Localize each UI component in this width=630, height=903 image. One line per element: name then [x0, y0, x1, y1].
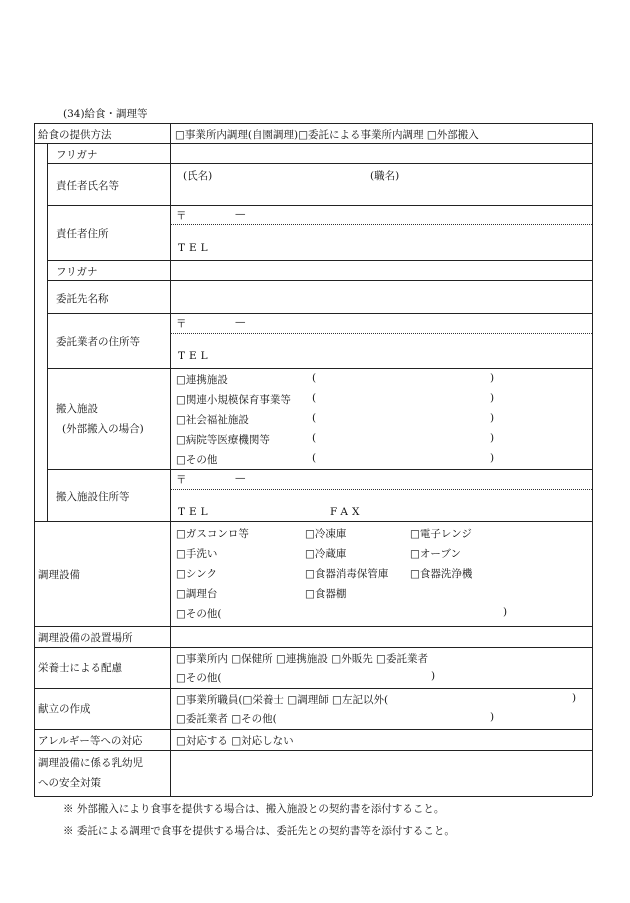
delivery-option-close-paren: ) [490, 412, 495, 424]
equipment-option[interactable]: □食器消毒保管庫 [305, 568, 389, 580]
manager-name-label: 責任者氏名等 [56, 180, 119, 192]
equipment-option[interactable]: □冷凍庫 [305, 528, 347, 540]
delivery-postal-mark: 〒 [176, 474, 187, 486]
equipment-option[interactable]: □電子レンジ [410, 528, 472, 540]
equipment-option[interactable]: □冷蔵庫 [305, 548, 347, 560]
contractor-furigana-field[interactable] [172, 262, 590, 278]
nutritionist-options[interactable]: □事業所内 □保健所 □連携施設 □外販先 □委託業者 [176, 653, 428, 665]
nutritionist-other-close-paren: ) [431, 670, 436, 682]
contractor-postal-mark: 〒 [176, 318, 187, 330]
equipment-option[interactable]: □調理台 [176, 588, 218, 600]
contractor-furigana-label: フリガナ [56, 266, 98, 278]
contractor-address-label: 委託業者の住所等 [56, 336, 140, 348]
allergy-label: アレルギー等への対応 [38, 735, 143, 747]
section-title: (34)給食・調理等 [63, 108, 148, 120]
safety-label: 調理設備に係る乳幼児 [38, 757, 143, 769]
equipment-option[interactable]: □シンク [176, 568, 217, 580]
delivery-tel-label: TEL [178, 506, 212, 518]
manager-title-caption: (職名) [370, 170, 400, 182]
manager-furigana-label: フリガナ [56, 149, 98, 161]
contractor-name-label: 委託先名称 [56, 293, 109, 305]
delivery-option[interactable]: □社会福祉施設 [176, 414, 249, 426]
manager-postal-dash: — [235, 208, 246, 220]
manager-furigana-field[interactable] [172, 145, 590, 161]
delivery-postal-dash: — [235, 472, 246, 484]
delivery-option-close-paren: ) [490, 372, 495, 384]
contractor-postal-dash: — [235, 316, 246, 328]
equipment-option[interactable]: □手洗い [176, 548, 218, 560]
delivery-fax-label: FAX [330, 506, 364, 518]
menu-line2-close-paren: ) [490, 711, 495, 723]
nutritionist-other[interactable]: □その他( [176, 672, 222, 684]
equipment-option[interactable]: □ガスコンロ等 [176, 528, 249, 540]
delivery-option-close-paren: ) [490, 392, 495, 404]
contractor-name-field[interactable] [172, 282, 590, 311]
menu-other-options[interactable]: □委託業者 □その他( [176, 713, 277, 725]
equipment-other-close-paren: ) [503, 606, 508, 618]
equipment-option[interactable]: □食器洗浄機 [410, 568, 473, 580]
note-external-delivery: ※ 外部搬入により食事を提供する場合は、搬入施設との契約書を添付すること。 [63, 803, 445, 815]
delivery-facility-label: 搬入施設 [56, 403, 98, 415]
menu-staff-options[interactable]: □事業所職員(□栄養士 □調理師 □左記以外( [176, 694, 389, 706]
provision-method-label: 給食の提供方法 [38, 129, 112, 141]
delivery-option[interactable]: □関連小規模保育事業等 [176, 394, 291, 406]
menu-line1-close-paren: ) [572, 692, 577, 704]
menu-label: 献立の作成 [38, 703, 91, 715]
equipment-location-field[interactable] [172, 628, 590, 645]
safety-field[interactable] [172, 752, 590, 794]
manager-address-label: 責任者住所 [56, 228, 109, 240]
delivery-option-open-paren: ( [312, 372, 317, 384]
equipment-label: 調理設備 [38, 569, 80, 581]
delivery-option-open-paren: ( [312, 432, 317, 444]
safety-label-line2: への安全対策 [38, 777, 101, 789]
delivery-option-open-paren: ( [312, 452, 317, 464]
equipment-option[interactable]: □食器棚 [305, 588, 347, 600]
delivery-option[interactable]: □連携施設 [176, 374, 228, 386]
delivery-option[interactable]: □病院等医療機関等 [176, 434, 270, 446]
manager-postal-mark: 〒 [176, 210, 187, 222]
equipment-option[interactable]: □オーブン [410, 548, 461, 560]
equipment-option-other[interactable]: □その他( [176, 608, 222, 620]
manager-tel-label: TEL [178, 242, 212, 254]
delivery-option[interactable]: □その他 [176, 454, 218, 466]
provision-method-options[interactable]: □事業所内調理(自園調理)□委託による事業所内調理 □外部搬入 [175, 129, 479, 141]
note-contracted-cooking: ※ 委託による調理で食事を提供する場合は、委託先との契約書等を添付すること。 [63, 825, 455, 837]
nutritionist-label: 栄養士による配慮 [38, 662, 122, 674]
delivery-facility-sublabel: (外部搬入の場合) [62, 423, 144, 435]
delivery-option-open-paren: ( [312, 392, 317, 404]
allergy-options[interactable]: □対応する □対応しない [176, 735, 294, 747]
manager-name-caption: (氏名) [183, 170, 213, 182]
delivery-option-open-paren: ( [312, 412, 317, 424]
delivery-address-label: 搬入施設住所等 [56, 491, 130, 503]
delivery-option-close-paren: ) [490, 432, 495, 444]
equipment-location-label: 調理設備の設置場所 [38, 632, 133, 644]
delivery-option-close-paren: ) [490, 452, 495, 464]
contractor-tel-label: TEL [178, 350, 212, 362]
